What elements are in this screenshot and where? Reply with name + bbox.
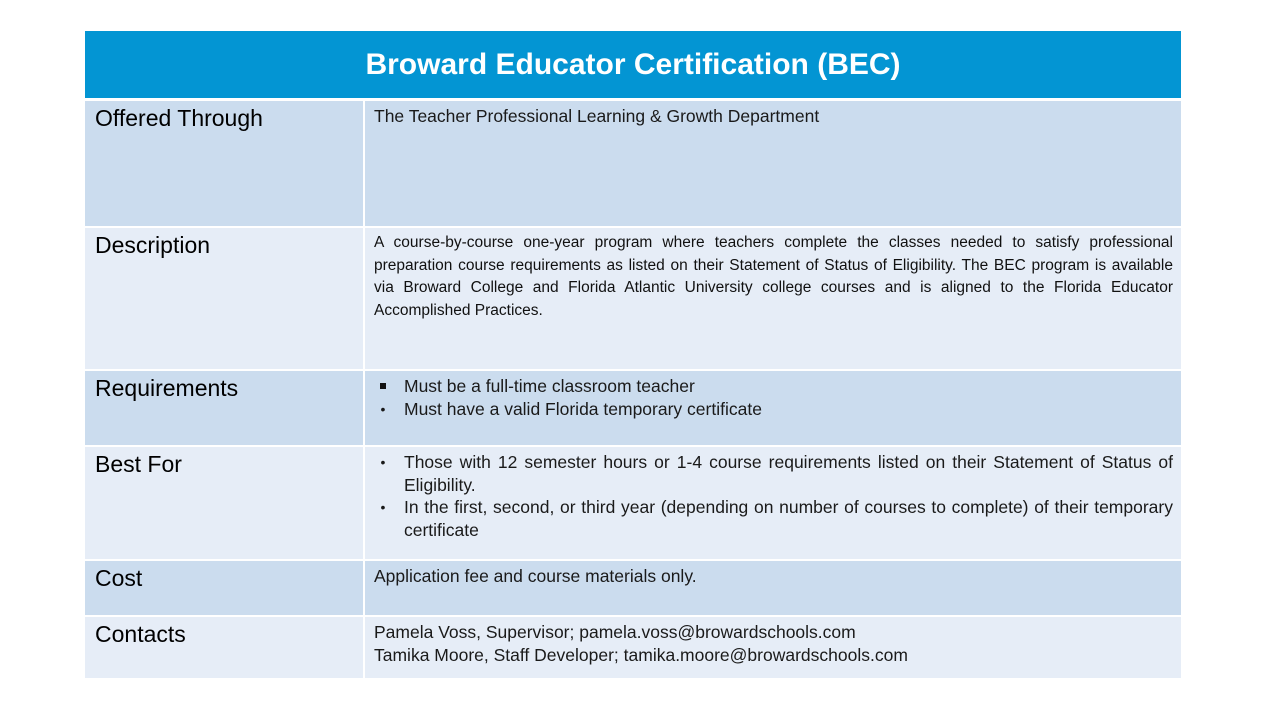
table-row-best-for <box>85 447 1181 561</box>
contact-line: Pamela Voss, Supervisor; pamela.voss@browardschools.com <box>374 622 856 642</box>
row-value-requirements <box>365 371 1181 447</box>
round-bullet-icon: • <box>380 454 386 470</box>
row-value-cost: Application fee and course materials only. <box>365 561 1181 617</box>
row-value-offered-through: The Teacher Professional Learning & Growth Department <box>365 101 1181 228</box>
list-item <box>374 398 1173 421</box>
best-for-list <box>374 451 1173 541</box>
table-header-row <box>85 31 1181 101</box>
table-row-contacts <box>85 617 1181 680</box>
round-bullet-icon: • <box>380 499 386 515</box>
row-label-best-for: Best For <box>85 447 365 561</box>
row-label-description: Description <box>85 228 365 371</box>
requirement-text: Must have a valid Florida temporary certificate <box>404 398 762 419</box>
list-item <box>374 451 1173 496</box>
row-label-contacts: Contacts <box>85 617 365 680</box>
requirement-text: Must be a full-time classroom teacher <box>404 376 695 396</box>
row-label-cost: Cost <box>85 561 365 617</box>
round-bullet-icon: • <box>380 400 386 417</box>
table-row-cost <box>85 561 1181 617</box>
table-row-requirements <box>85 371 1181 447</box>
list-item <box>374 375 1173 398</box>
row-label-offered-through: Offered Through <box>85 101 365 228</box>
table-row-description <box>85 228 1181 371</box>
row-value-description: A course-by-course one-year program where teachers complete the classes needed to satisfy professional preparation course requirements as listed on their Statement of Status of Eligibility. The BEC program is available via Broward College and Florida Atlantic University college courses and is aligned to the Florida Educator Accomplished Practices. <box>365 228 1181 371</box>
contact-line: Tamika Moore, Staff Developer; tamika.moore@browardschools.com <box>374 644 908 665</box>
table-row-offered-through <box>85 101 1181 228</box>
requirements-list <box>374 375 1173 420</box>
list-item <box>374 496 1173 541</box>
square-bullet-icon <box>374 375 392 398</box>
table-title: Broward Educator Certification (BEC) <box>85 31 1181 101</box>
certification-table <box>85 31 1181 680</box>
row-value-contacts <box>365 617 1181 680</box>
best-for-text: In the first, second, or third year (depending on number of courses to complete) of their temporary certificate <box>404 497 1173 540</box>
best-for-text: Those with 12 semester hours or 1-4 course requirements listed on their Statement of Status of Eligibility. <box>404 452 1173 495</box>
row-value-best-for <box>365 447 1181 561</box>
row-label-requirements: Requirements <box>85 371 365 447</box>
